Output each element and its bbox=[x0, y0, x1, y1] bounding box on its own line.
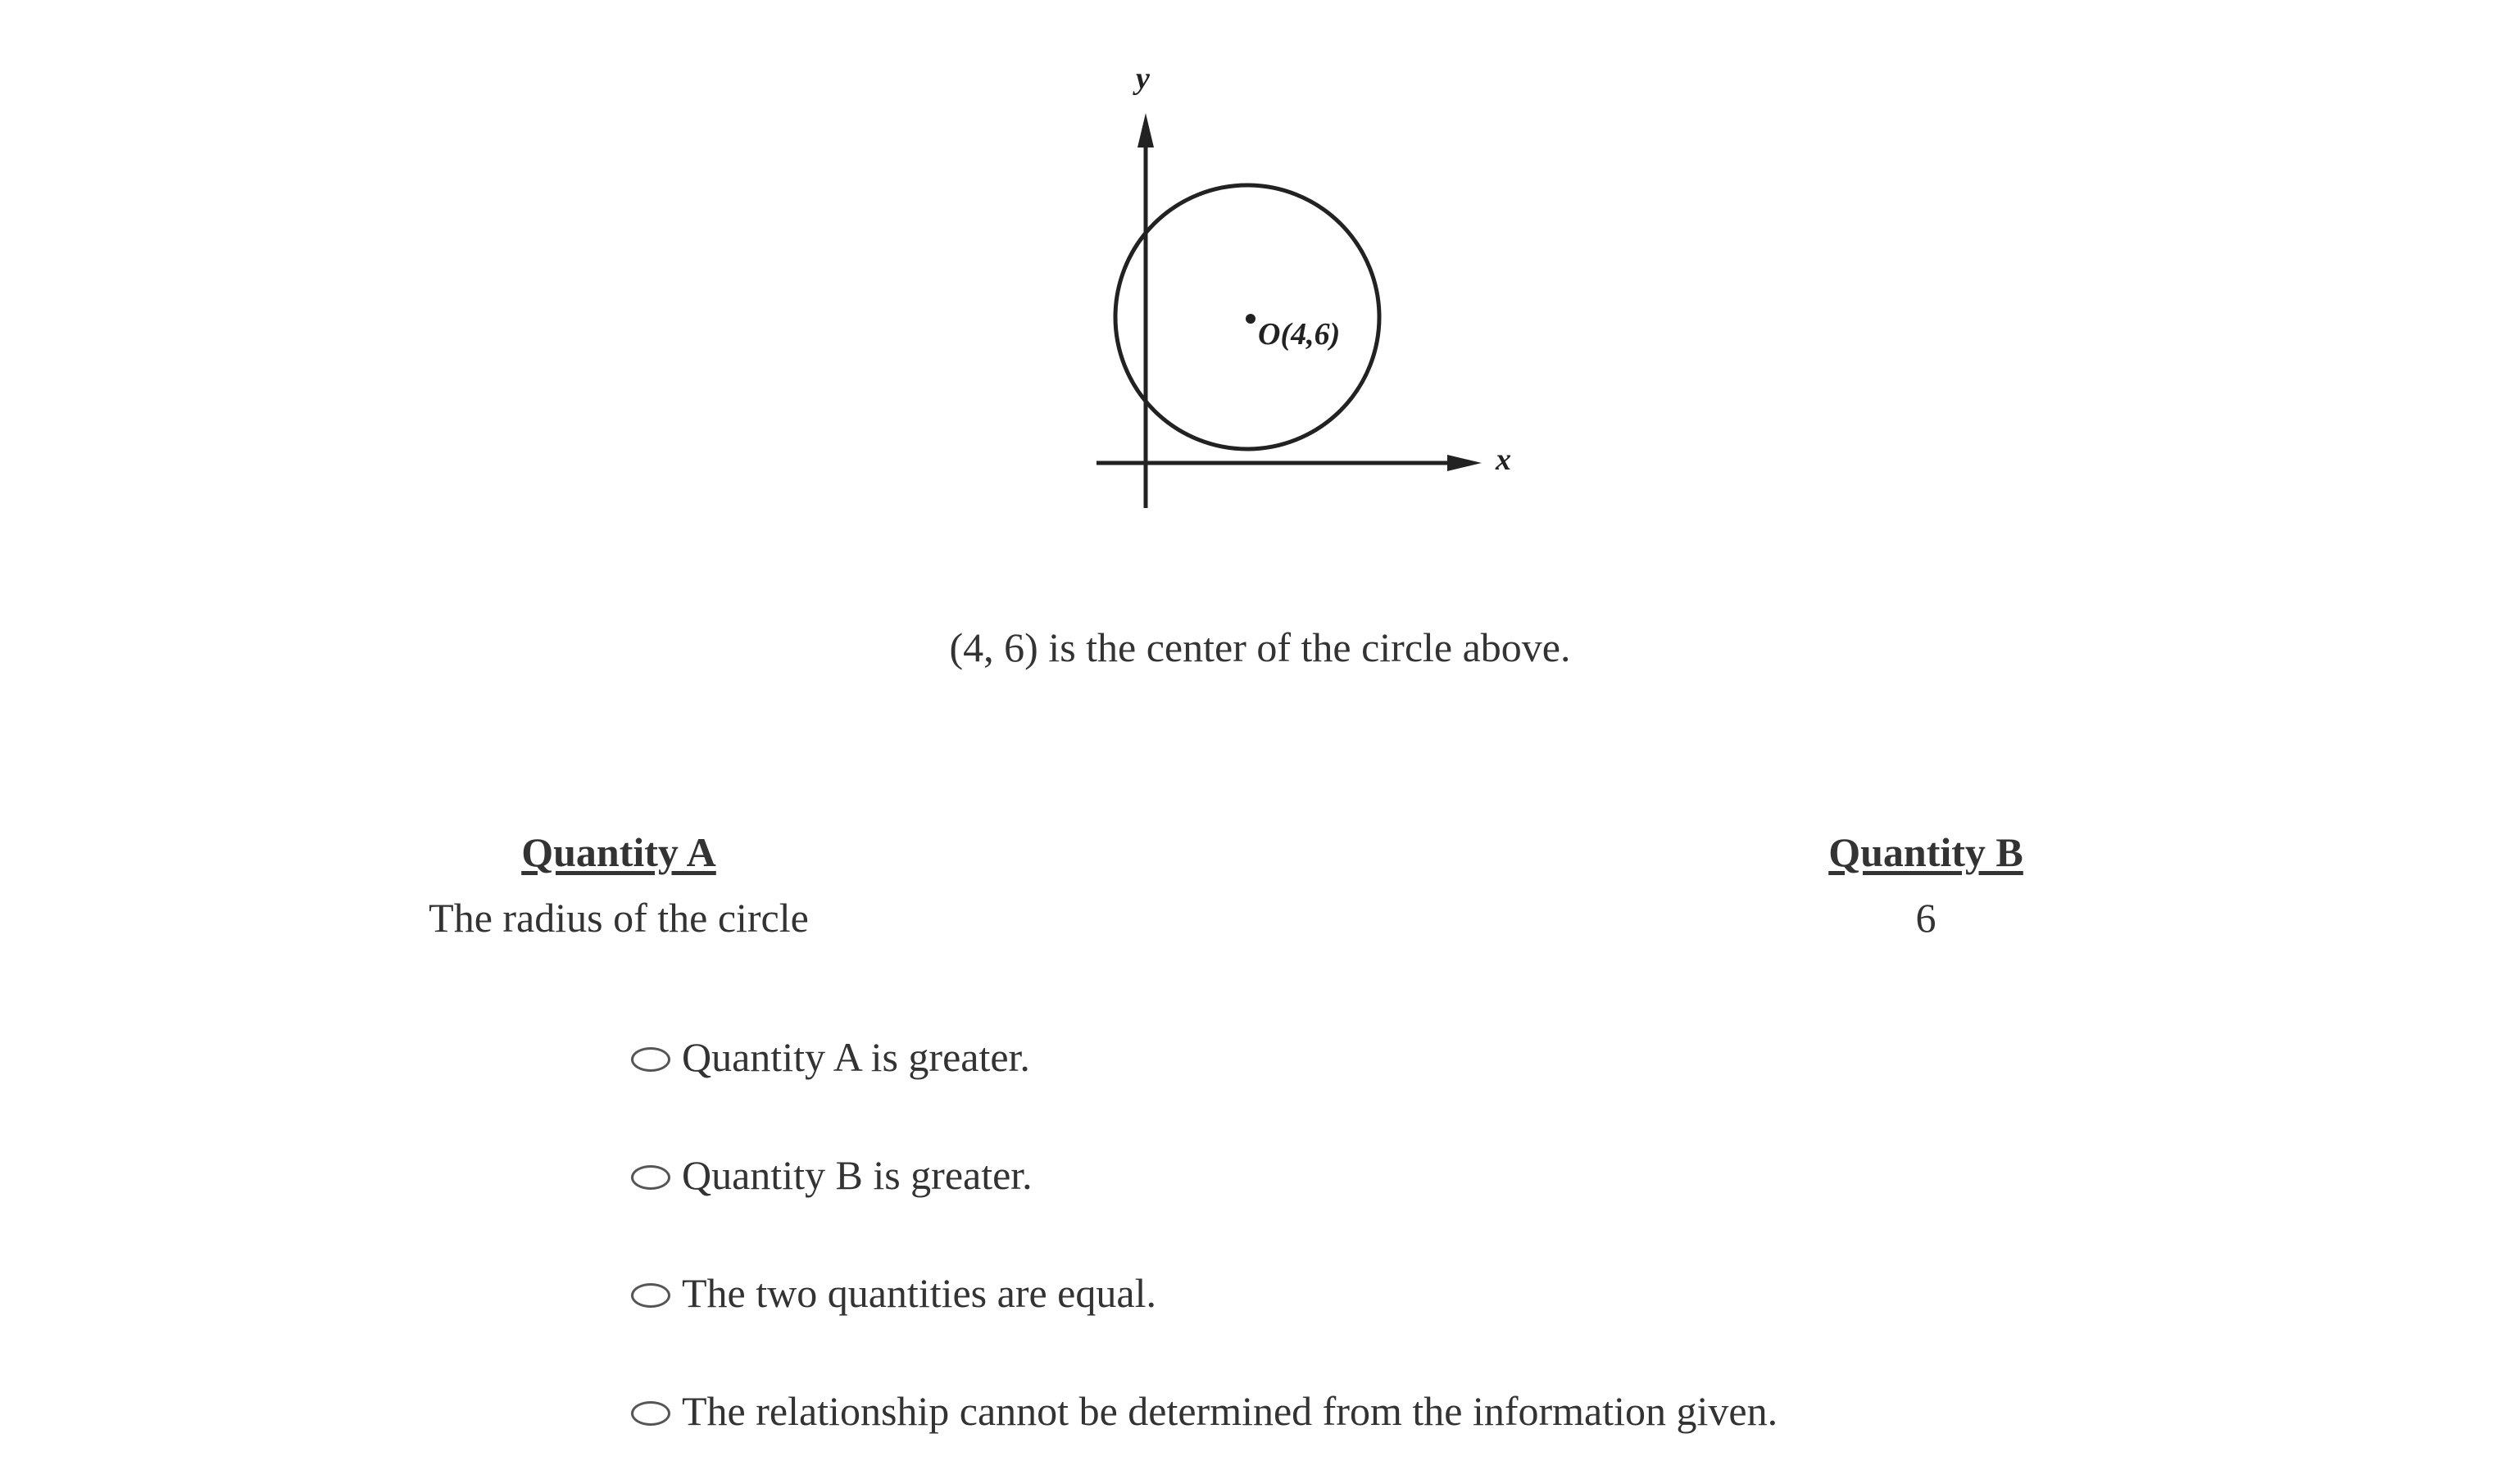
x-axis-arrow bbox=[1447, 455, 1482, 471]
choice-label: The relationship cannot be determined from the information given. bbox=[682, 1388, 1778, 1434]
choice-b-greater[interactable] bbox=[631, 1150, 1778, 1200]
choice-label: The two quantities are equal. bbox=[682, 1270, 1156, 1316]
quantity-b-value: 6 bbox=[1915, 895, 1937, 941]
quantity-b-heading: Quantity B bbox=[1828, 829, 2023, 875]
circle-diagram bbox=[1065, 57, 1557, 516]
radio-button[interactable] bbox=[631, 1283, 670, 1308]
quantity-a-column bbox=[414, 828, 824, 942]
radio-button[interactable] bbox=[631, 1401, 670, 1426]
quantity-a-value: The radius of the circle bbox=[429, 895, 809, 941]
choice-cannot-determine[interactable] bbox=[631, 1386, 1778, 1436]
center-point bbox=[1246, 314, 1255, 324]
quantity-a-heading: Quantity A bbox=[521, 829, 716, 875]
answer-choices bbox=[631, 1032, 1778, 1436]
x-axis-label: x bbox=[1496, 442, 1511, 477]
coordinate-figure bbox=[1065, 57, 1557, 516]
y-axis-label: y bbox=[1136, 61, 1150, 96]
y-axis-arrow bbox=[1137, 113, 1154, 147]
radio-button[interactable] bbox=[631, 1047, 670, 1072]
radio-button[interactable] bbox=[631, 1165, 670, 1190]
quantity-b-column bbox=[1746, 828, 2106, 942]
choice-label: Quantity B is greater. bbox=[682, 1152, 1033, 1198]
question-stem: (4, 6) is the center of the circle above. bbox=[949, 624, 1571, 670]
choice-equal[interactable] bbox=[631, 1268, 1778, 1318]
center-label: O(4,6) bbox=[1258, 317, 1341, 352]
choice-a-greater[interactable] bbox=[631, 1032, 1778, 1082]
choice-label: Quantity A is greater. bbox=[682, 1034, 1030, 1080]
